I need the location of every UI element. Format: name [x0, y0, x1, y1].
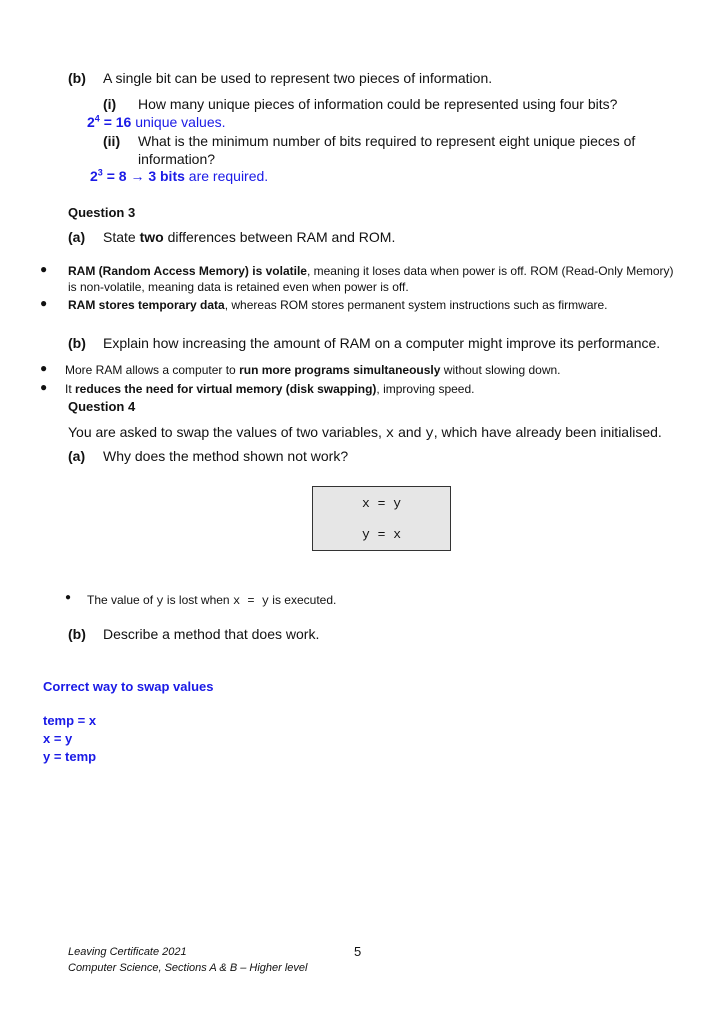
- q2b-ii-text-line1: What is the minimum number of bits required to represent eight unique pieces of: [138, 133, 636, 149]
- q4-intro: [68, 424, 662, 442]
- q3-title: Question 3: [68, 205, 136, 220]
- bullet-pre: More RAM allows a computer to: [65, 363, 240, 377]
- q3b-label: (b): [68, 335, 86, 351]
- answer-rest: unique values.: [131, 114, 226, 130]
- q2b-i-label: (i): [103, 96, 117, 112]
- q4a-label: (a): [68, 448, 86, 464]
- bullet-icon: ●: [65, 592, 72, 603]
- page-number: 5: [354, 944, 362, 959]
- answer-code: x = y: [232, 594, 269, 608]
- q3b-text: Explain how increasing the amount of RAM on a computer might improve its performance.: [103, 335, 661, 351]
- answer-base: 2: [90, 168, 98, 184]
- answer-post: is executed.: [268, 593, 337, 607]
- swap-line: temp = x: [43, 713, 97, 728]
- swap-line: x = y: [43, 731, 73, 746]
- q3b-bullet-1: [65, 363, 561, 377]
- bullet-icon: ●: [40, 380, 48, 394]
- answer-rest: are required.: [184, 168, 269, 184]
- footer-line1: Leaving Certificate 2021: [68, 946, 187, 958]
- code-line: y = x: [361, 527, 401, 542]
- bullet-bold: RAM stores temporary data: [68, 298, 225, 312]
- q3a-bullet-1: [68, 264, 674, 278]
- answer-var: y: [156, 594, 164, 608]
- q4a-text: Why does the method shown not work?: [103, 448, 349, 464]
- bullet-icon: ●: [40, 361, 48, 375]
- q3a-pre: State: [103, 229, 140, 245]
- q2b-ii-text-line2: information?: [138, 151, 216, 167]
- answer-mid: is lost when: [163, 593, 233, 607]
- swap-line: y = temp: [43, 749, 97, 764]
- q3a-bullet-1-line2: is non-volatile, meaning data is retained even when power is off.: [68, 280, 409, 294]
- q2b-text: A single bit can be used to represent two pieces of information.: [103, 70, 493, 86]
- q2b-i-text: How many unique pieces of information could be represented using four bits?: [138, 96, 618, 112]
- bullet-rest: , whereas ROM stores permanent system instructions such as firmware.: [224, 298, 608, 312]
- q2b-label: (b): [68, 70, 86, 86]
- q3a-text: [103, 229, 395, 245]
- answer-bold: = 16: [99, 114, 132, 130]
- swap-heading: Correct way to swap values: [43, 679, 214, 694]
- answer-base: 2: [87, 114, 95, 130]
- q4b-label: (b): [68, 626, 86, 642]
- bullet-pre: It: [65, 382, 76, 396]
- intro-and: and: [394, 424, 426, 440]
- bullet-bold: reduces the need for virtual memory (disk swapping): [75, 382, 377, 396]
- bullet-post: without slowing down.: [440, 363, 561, 377]
- answer-bold: = 8 → 3 bits: [102, 168, 185, 184]
- bullet-icon: ●: [40, 262, 48, 276]
- q3a-post: differences between RAM and ROM.: [163, 229, 396, 245]
- q4a-answer: [87, 593, 336, 608]
- answer-exponent: 4: [94, 113, 100, 124]
- bullet-bold: RAM (Random Access Memory) is volatile: [68, 264, 307, 278]
- q2b-ii-label: (ii): [103, 133, 121, 149]
- q4b-text: Describe a method that does work.: [103, 626, 320, 642]
- q2b-ii-answer: [90, 168, 268, 184]
- q4-title: Question 4: [68, 399, 136, 414]
- code-box: [312, 486, 451, 551]
- var-y: y: [425, 426, 434, 442]
- bullet-bold: run more programs simultaneously: [239, 363, 441, 377]
- q3a-bullet-2: [68, 298, 608, 312]
- bullet-rest: , meaning it loses data when power is off. ROM (Read-Only Memory): [306, 264, 674, 278]
- footer-line2: Computer Science, Sections A & B – Higher level: [68, 962, 308, 974]
- answer-exponent: 3: [97, 167, 103, 178]
- var-x: x: [385, 426, 395, 442]
- q3b-bullet-2: [65, 382, 474, 396]
- intro-post: , which have already been initialised.: [433, 424, 662, 440]
- q2b-i-answer: [87, 114, 226, 130]
- q3a-bold: two: [139, 229, 164, 245]
- intro-pre: You are asked to swap the values of two variables,: [68, 424, 386, 440]
- q3a-label: (a): [68, 229, 86, 245]
- bullet-post: , improving speed.: [376, 382, 475, 396]
- answer-pre: The value of: [87, 593, 157, 607]
- code-line: x = y: [361, 496, 401, 511]
- bullet-icon: ●: [40, 296, 48, 310]
